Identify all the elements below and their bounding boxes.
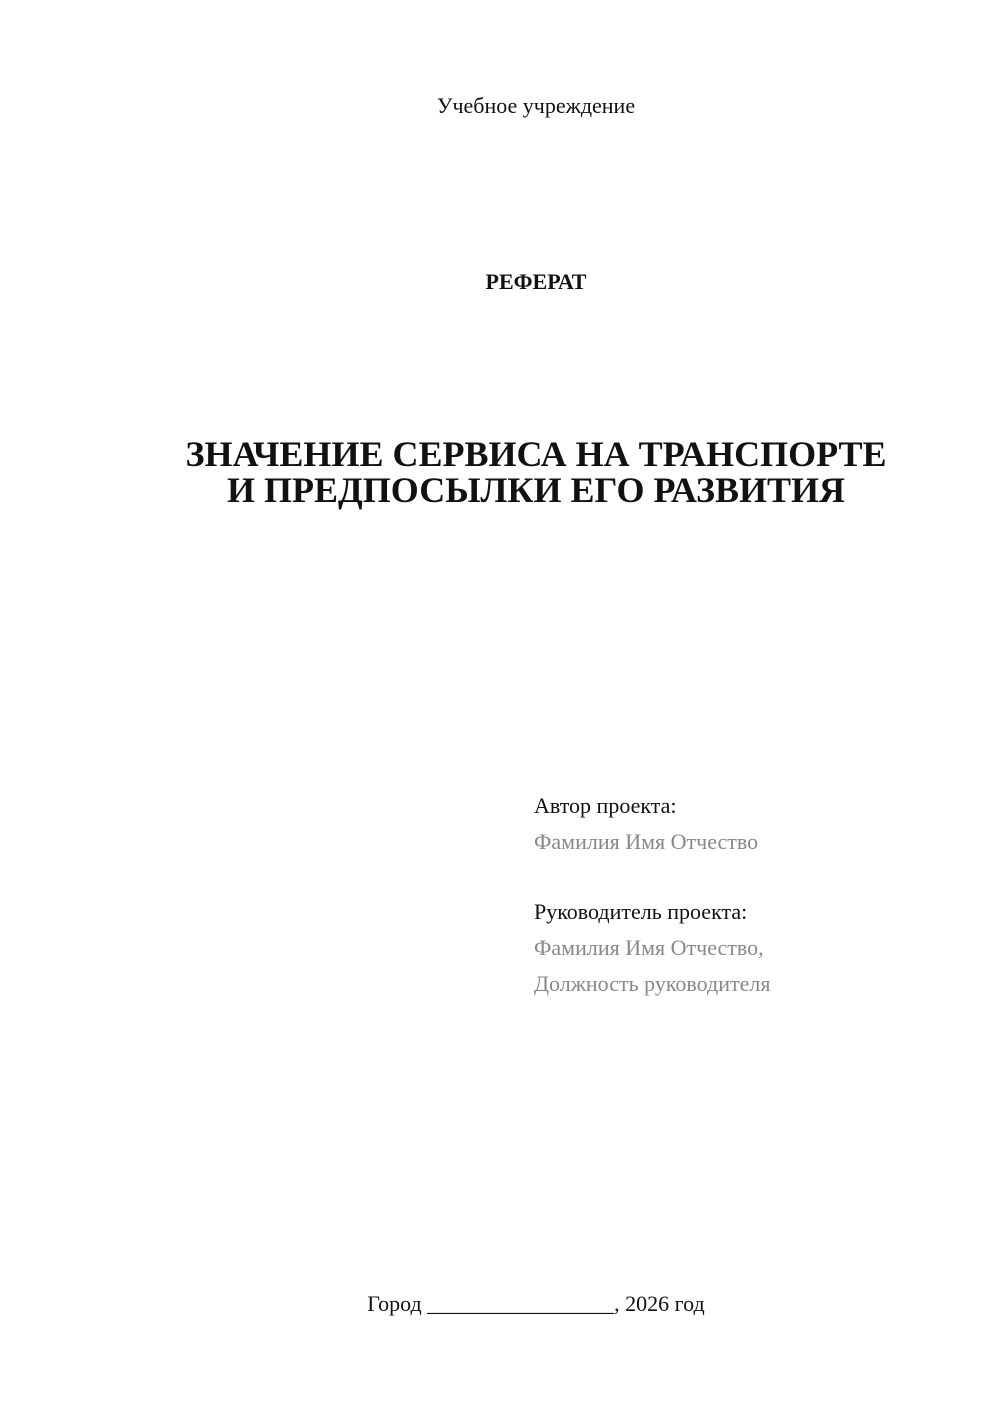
- institution-name: Учебное учреждение: [436, 93, 636, 118]
- author-block: [534, 788, 974, 1002]
- author-name: Фамилия Имя Отчество: [534, 829, 759, 854]
- document-title-line-1: ЗНАЧЕНИЕ СЕРВИСА НА ТРАНСПОРТЕ: [185, 434, 887, 474]
- author-label: Автор проекта:: [534, 793, 677, 818]
- city-year-line: Город _________________, 2026 год: [367, 1291, 705, 1316]
- document-type: РЕФЕРАТ: [485, 269, 587, 294]
- supervisor-name: Фамилия Имя Отчество,: [534, 935, 764, 960]
- supervisor-position: Должность руководителя: [534, 971, 771, 996]
- document-title-line-2: И ПРЕДПОСЫЛКИ ЕГО РАЗВИТИЯ: [226, 470, 846, 510]
- supervisor-label: Руководитель проекта:: [534, 899, 748, 924]
- document-title: [0, 436, 1000, 508]
- block-spacer: [534, 860, 974, 894]
